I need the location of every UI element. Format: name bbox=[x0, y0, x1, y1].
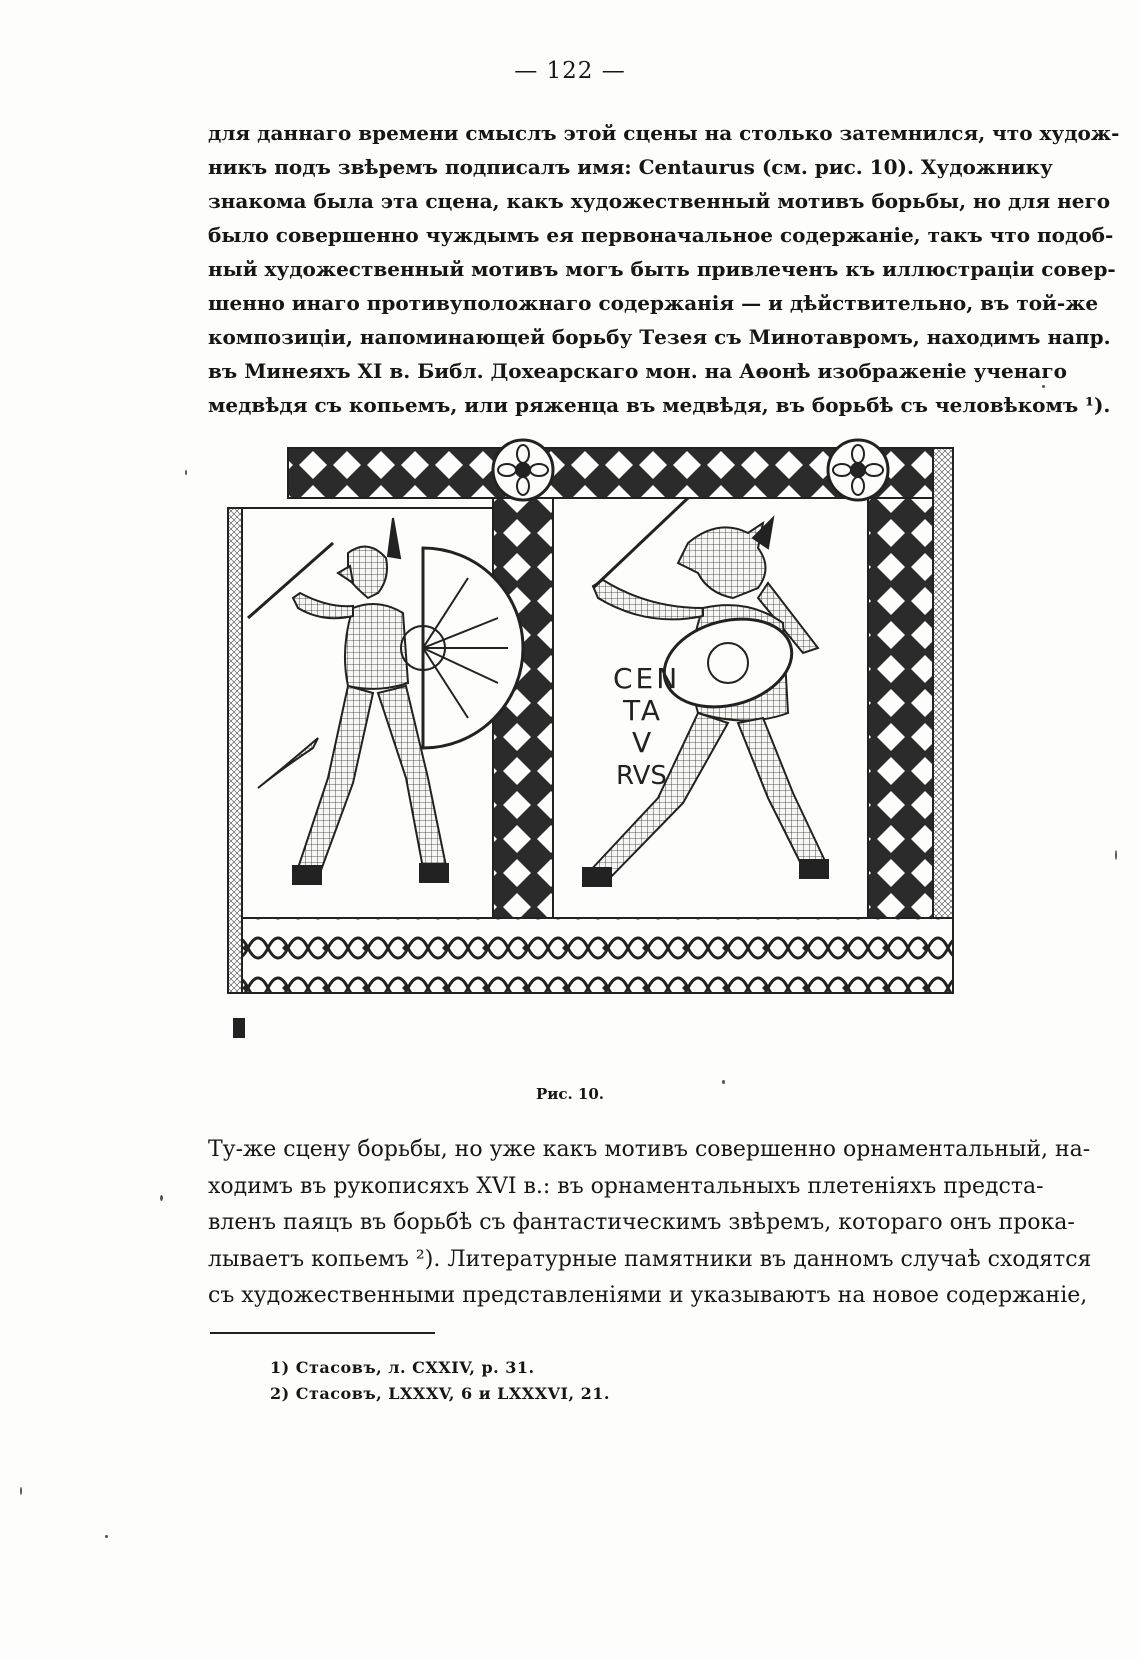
footnote-divider bbox=[210, 1332, 435, 1334]
inscription-line: CEN bbox=[613, 662, 681, 695]
text-line: лываетъ копьемъ ²). Литературные памятники въ данномъ случаѣ сходятся bbox=[208, 1246, 1092, 1272]
text-line: композиціи, напоминающей борьбу Тезея съ Минотавромъ, находимъ напр. bbox=[208, 325, 1111, 349]
border-right-column bbox=[933, 448, 953, 993]
scan-speck bbox=[722, 1080, 725, 1084]
mosaic-illustration bbox=[228, 448, 986, 1048]
scan-speck bbox=[185, 470, 187, 475]
text-line: Ту-же сцену борьбы, но уже какъ мотивъ совершенно орнаментальный, на- bbox=[208, 1137, 1091, 1162]
inscription-line: TA bbox=[623, 694, 664, 727]
border-left-column bbox=[228, 508, 242, 993]
text-line: ный художественный мотивъ могъ быть привлеченъ къ иллюстраціи совер- bbox=[208, 257, 1116, 281]
border-right-inner bbox=[868, 498, 933, 918]
rosette-left bbox=[493, 440, 553, 500]
scan-speck bbox=[20, 1487, 22, 1495]
text-line: шенно инаго противуположнаго содержанія — и дѣйствительно, въ той-же bbox=[208, 291, 1099, 315]
figure-caption: Рис. 10. bbox=[535, 1085, 605, 1103]
text-line: никъ подъ звѣремъ подписалъ имя: Centaurus (см. рис. 10). Художнику bbox=[208, 155, 1053, 179]
text-line: съ художественными представленіями и указываютъ на новое содержаніе, bbox=[208, 1283, 1088, 1308]
text-line: въ Минеяхъ XI в. Библ. Дохеарскаго мон. на Аѳонѣ изображеніе ученаго bbox=[208, 359, 1067, 383]
scan-speck bbox=[105, 1535, 108, 1538]
text-line: вленъ паяцъ въ борьбѣ съ фантастическимъ звѣремъ, котораго онъ прока- bbox=[208, 1210, 1075, 1235]
page-number: — 122 — bbox=[514, 58, 626, 84]
rosette-right bbox=[828, 440, 888, 500]
scan-speck bbox=[1115, 850, 1117, 860]
inscription-line: V bbox=[632, 726, 652, 759]
paragraph-bottom bbox=[208, 1132, 1092, 1315]
print-mark bbox=[233, 1018, 245, 1038]
paragraph-top bbox=[208, 116, 1120, 422]
text-line: медвѣдя съ копьемъ, или ряженца въ медвѣдя, въ борьбѣ съ человѣкомъ ¹). bbox=[208, 393, 1111, 417]
scan-speck bbox=[1042, 385, 1045, 388]
footnote: 1) Стасовъ, л. CXXIV, р. 31. bbox=[270, 1358, 535, 1377]
footnote: 2) Стасовъ, LXXXV, 6 и LXXXVI, 21. bbox=[270, 1384, 610, 1403]
inscription-line: RVS bbox=[616, 761, 667, 791]
scan-speck bbox=[160, 1195, 163, 1201]
border-bottom bbox=[242, 918, 953, 993]
text-line: было совершенно чуждымъ ея первоначальное содержаніе, такъ что подоб- bbox=[208, 223, 1114, 247]
text-line: ходимъ въ рукописяхъ XVI в.: въ орнаментальныхъ плетеніяхъ предста- bbox=[208, 1173, 1044, 1199]
text-line: для даннаго времени смыслъ этой сцены на столько затемнился, что худож- bbox=[208, 121, 1120, 145]
text-line: знакома была эта сцена, какъ художественный мотивъ борьбы, но для него bbox=[208, 189, 1111, 213]
